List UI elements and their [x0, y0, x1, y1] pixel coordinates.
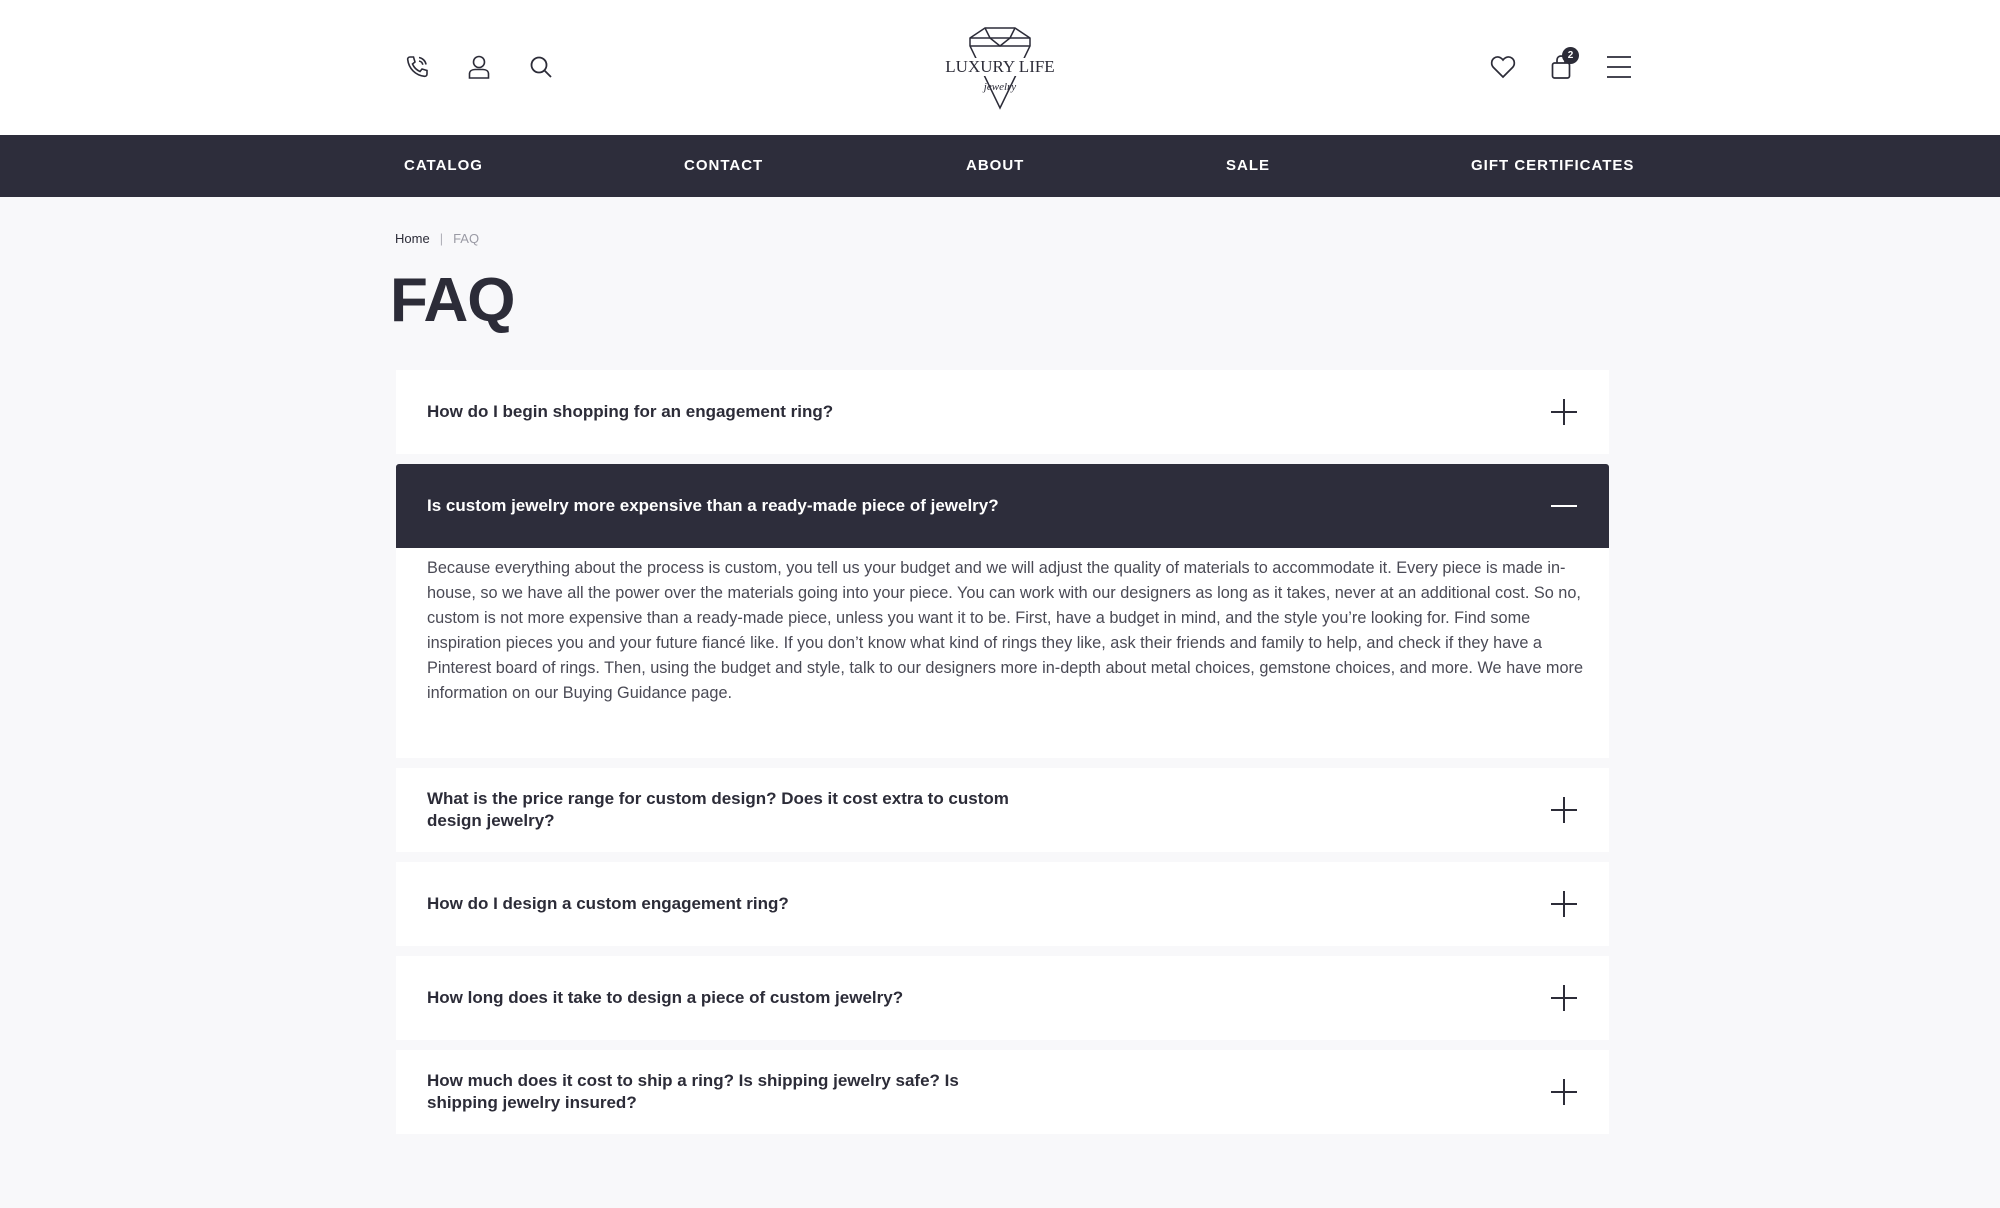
- faq-question-button[interactable]: [396, 768, 1609, 852]
- faq-item: [396, 1050, 1609, 1134]
- faq-question-button[interactable]: [396, 1050, 1609, 1134]
- faq-question-button[interactable]: [396, 862, 1609, 946]
- faq-item: [396, 862, 1609, 946]
- faq-question-text: How do I begin shopping for an engagement ring?: [427, 402, 834, 421]
- nav-item-about[interactable]: ABOUT: [966, 157, 1025, 174]
- phone-icon[interactable]: [400, 50, 434, 84]
- logo-text: LUXURY LIFE: [945, 57, 1055, 76]
- header-right-icons: [1486, 50, 1636, 84]
- minus-icon[interactable]: [1549, 491, 1579, 521]
- breadcrumb-separator: |: [439, 231, 444, 246]
- faq-question-button[interactable]: [396, 956, 1609, 1040]
- search-icon[interactable]: [524, 50, 558, 84]
- faq-question-text: What is the price range for custom design? Does it cost extra to custom design jewelry?: [427, 789, 1009, 830]
- plus-icon[interactable]: [1549, 889, 1579, 919]
- brand-logo[interactable]: [940, 24, 1060, 112]
- faq-question-text: How much does it cost to ship a ring? Is shipping jewelry safe? Is shipping jewelry insured?: [427, 1071, 959, 1112]
- heart-icon[interactable]: [1486, 50, 1520, 84]
- faq-question-text: How do I design a custom engagement ring?: [427, 894, 789, 913]
- nav-item-catalog[interactable]: CATALOG: [404, 157, 483, 174]
- faq-item: [396, 956, 1609, 1040]
- breadcrumb-home-link[interactable]: Home: [395, 231, 430, 246]
- faq-question-button[interactable]: [396, 464, 1609, 548]
- faq-question-text: How long does it take to design a piece of custom jewelry?: [427, 988, 904, 1007]
- plus-icon[interactable]: [1549, 795, 1579, 825]
- logo-script-text: jewelry: [983, 81, 1017, 93]
- nav-item-gift-certificates[interactable]: GIFT CERTIFICATES: [1471, 157, 1635, 174]
- header-left-icons: [400, 50, 558, 84]
- breadcrumb: [395, 231, 479, 246]
- menu-icon[interactable]: [1602, 50, 1636, 84]
- site-header: [0, 0, 2000, 135]
- nav-item-contact[interactable]: CONTACT: [684, 157, 764, 174]
- cart-count-badge: 2: [1562, 47, 1579, 64]
- main-nav: [0, 135, 2000, 197]
- plus-icon[interactable]: [1549, 397, 1579, 427]
- plus-icon[interactable]: [1549, 983, 1579, 1013]
- faq-question-button[interactable]: [396, 370, 1609, 454]
- cart-icon[interactable]: [1544, 50, 1578, 84]
- nav-item-sale[interactable]: SALE: [1226, 157, 1271, 174]
- breadcrumb-current: FAQ: [453, 231, 480, 246]
- faq-question-text: Is custom jewelry more expensive than a ready-made piece of jewelry?: [427, 496, 999, 515]
- user-icon[interactable]: [462, 50, 496, 84]
- faq-item: [396, 370, 1609, 454]
- faq-item-expanded: [396, 464, 1609, 758]
- plus-icon[interactable]: [1549, 1077, 1579, 1107]
- faq-answer-text: Because everything about the process is custom, you tell us your budget and we will adjust the quality of materials to accommodate it. Every piece is made in-house, so we have all the power over the materials going into your piece. You can work with our designers as long as it takes, never at an additional cost. So no, custom is not more expensive than a ready-made piece, unless you want it to be. First, have a budget in mind, and the style you’re looking for. Find some inspiration pieces you and your future fiancé like. If you don’t know what kind of rings they like, ask their friends and family to help, and check if they have a Pinterest board of rings. Then, using the budget and style, talk to our designers more in-depth about metal choices, gemstone choices, and more. We have more information on our Buying Guidance page.: [427, 559, 1584, 702]
- page-title: FAQ: [390, 266, 515, 335]
- faq-item: [396, 768, 1609, 852]
